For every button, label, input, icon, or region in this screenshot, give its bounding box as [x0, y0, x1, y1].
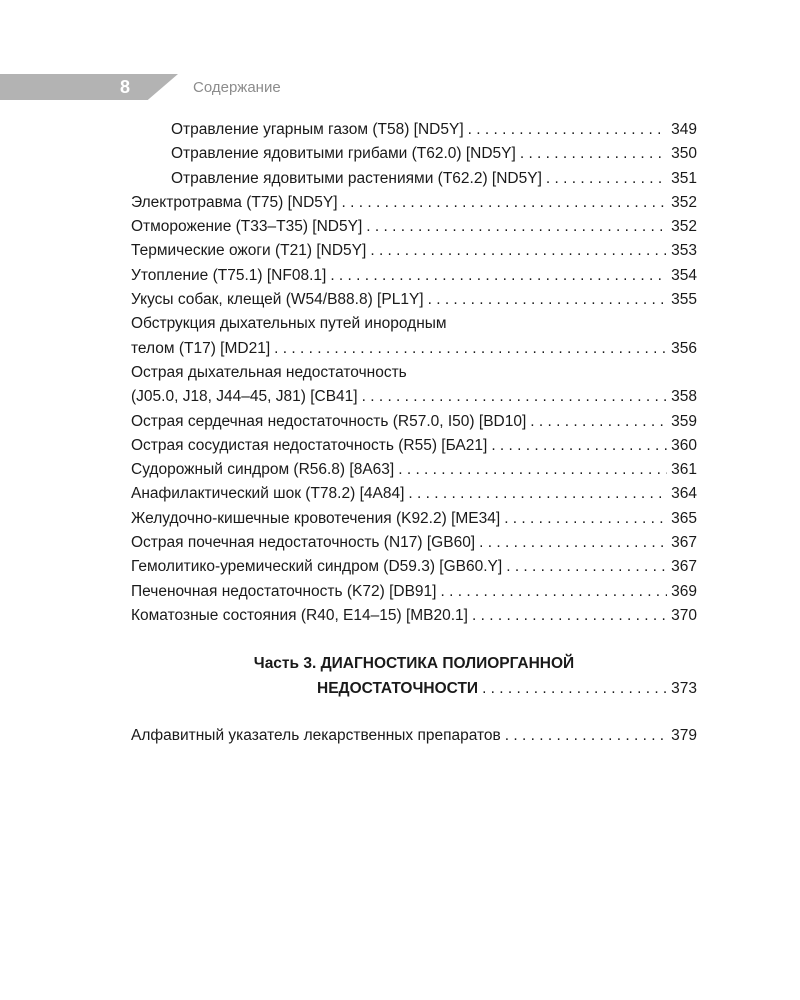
toc-entry-line — [131, 724, 697, 748]
toc-entry[interactable] — [131, 215, 697, 239]
dot-leader — [394, 458, 667, 482]
table-of-contents — [131, 118, 697, 748]
toc-entry-title: Обструкция дыхательных путей инородным — [131, 315, 447, 333]
dot-leader — [326, 264, 667, 288]
toc-entry-title: телом (T17) [MD21] — [131, 339, 271, 357]
part-title-line-2 — [131, 677, 697, 701]
toc-entry[interactable] — [131, 142, 697, 166]
dot-leader — [270, 337, 667, 361]
dot-leader — [358, 385, 667, 409]
toc-entry-line — [171, 142, 697, 166]
toc-entry-line — [131, 410, 697, 434]
header-band — [0, 74, 178, 100]
dot-leader — [436, 580, 667, 604]
toc-entry-line — [131, 288, 697, 312]
toc-entry-line — [131, 337, 697, 361]
toc-entry[interactable] — [131, 410, 697, 434]
toc-page-number: 356 — [671, 339, 697, 357]
toc-page-number: 370 — [671, 606, 697, 624]
dot-leader — [404, 482, 667, 506]
running-title: Содержание — [193, 79, 281, 96]
dot-leader — [502, 555, 667, 579]
toc-entry[interactable] — [131, 312, 697, 361]
toc-entry[interactable] — [131, 507, 697, 531]
toc-entry[interactable] — [131, 604, 697, 628]
part-title-line-1: Часть 3. ДИАГНОСТИКА ПОЛИОРГАННОЙ — [253, 655, 575, 673]
dot-leader — [475, 531, 667, 555]
toc-entry-line — [131, 458, 697, 482]
toc-entry[interactable] — [131, 264, 697, 288]
toc-page-number: 379 — [671, 726, 697, 744]
toc-entry[interactable] — [131, 167, 697, 191]
toc-entry[interactable] — [131, 191, 697, 215]
toc-page-number: 365 — [671, 509, 697, 527]
page-number: 8 — [119, 77, 130, 97]
toc-page-number: 352 — [671, 193, 697, 211]
toc-entry[interactable] — [131, 531, 697, 555]
toc-entry-line — [171, 118, 697, 142]
toc-entry-title: Отравление ядовитыми грибами (T62.0) [ND5Y] — [171, 145, 516, 163]
toc-page-number: 352 — [671, 218, 697, 236]
dot-leader — [501, 724, 667, 748]
part-title: НЕДОСТАТОЧНОСТИ — [317, 679, 479, 697]
dot-leader — [424, 288, 667, 312]
toc-entry-line — [131, 215, 697, 239]
toc-entry-line — [131, 507, 697, 531]
toc-page-number: 360 — [671, 436, 697, 454]
toc-page-number: 369 — [671, 582, 697, 600]
toc-entry-line — [131, 604, 697, 628]
toc-entry-title: Алфавитный указатель лекарственных препаратов — [131, 726, 501, 744]
dot-leader — [500, 507, 667, 531]
dot-leader — [468, 604, 667, 628]
toc-entry[interactable] — [131, 361, 697, 410]
toc-entry-title: Судорожный синдром (R56.8) [8A63] — [131, 461, 395, 479]
toc-entry-title: Отравление угарным газом (T58) [ND5Y] — [171, 121, 464, 138]
dot-leader — [542, 167, 667, 191]
toc-page-number: 367 — [671, 558, 697, 576]
toc-page-number: 350 — [671, 145, 697, 163]
toc-page-number: 367 — [671, 534, 697, 552]
toc-entry[interactable] — [131, 434, 697, 458]
toc-page-number: 351 — [671, 169, 697, 187]
toc-entry-line — [131, 385, 697, 409]
toc-entry-title: Острая сосудистая недостаточность (R55) [БА21] — [131, 436, 488, 454]
toc-entry-line — [171, 167, 697, 191]
toc-entry-line — [131, 191, 697, 215]
toc-entry-title: Укусы собак, клещей (W54/B88.8) [PL1Y] — [131, 291, 424, 309]
toc-entry-title: Гемолитико-уремический синдром (D59.3) [GB60.Y] — [131, 558, 503, 576]
dot-leader — [478, 677, 667, 701]
toc-entry-line — [131, 482, 697, 506]
dot-leader — [338, 191, 667, 215]
toc-entry[interactable] — [131, 555, 697, 579]
toc-page-number: 353 — [671, 242, 697, 260]
toc-entry-title: (J05.0, J18, J44–45, J81) [CB41] — [131, 388, 358, 406]
toc-part-heading[interactable] — [131, 652, 697, 701]
toc-entry-line — [131, 239, 697, 263]
dot-leader — [526, 410, 667, 434]
toc-entry-line — [131, 580, 697, 604]
toc-page-number: 359 — [671, 412, 697, 430]
dot-leader — [366, 239, 667, 263]
toc-entry-title: Анафилактический шок (T78.2) [4A84] — [131, 485, 405, 503]
toc-entry-title: Электротравма (T75) [ND5Y] — [131, 193, 338, 211]
toc-entry-title: Острая сердечная недостаточность (R57.0, I50) [BD10] — [131, 412, 527, 430]
toc-entry[interactable] — [131, 458, 697, 482]
toc-entry-title: Желудочно-кишечные кровотечения (K92.2) [ME34] — [131, 509, 501, 527]
toc-entry-title: Коматозные состояния (R40, E14–15) [MB20.1] — [131, 606, 468, 624]
toc-page-number: 361 — [671, 461, 697, 479]
toc-entry-title: Отморожение (T33–T35) [ND5Y] — [131, 218, 363, 236]
toc-page-number: 364 — [671, 485, 697, 503]
toc-entry-title: Отравление ядовитыми растениями (T62.2) [ND5Y] — [171, 169, 542, 187]
toc-entry[interactable] — [131, 239, 697, 263]
toc-entry[interactable] — [131, 580, 697, 604]
toc-entry-line — [131, 531, 697, 555]
toc-entry[interactable] — [131, 482, 697, 506]
dot-leader — [464, 118, 667, 142]
toc-entry-title: Острая почечная недостаточность (N17) [GB60] — [131, 534, 476, 552]
toc-page-number: 358 — [671, 388, 697, 406]
toc-entry-title: Острая дыхательная недостаточность — [131, 363, 407, 381]
toc-page-number: 354 — [671, 266, 697, 284]
toc-entry-title: Утопление (T75.1) [NF08.1] — [131, 266, 327, 284]
toc-page-number: 349 — [671, 121, 697, 138]
toc-entry[interactable] — [131, 118, 697, 142]
toc-entry-title: Термические ожоги (T21) [ND5Y] — [131, 242, 367, 260]
toc-entry-line — [131, 555, 697, 579]
toc-entry-line — [131, 264, 697, 288]
toc-entry-title: Печеночная недостаточность (K72) [DB91] — [131, 582, 437, 600]
toc-entry[interactable] — [131, 288, 697, 312]
toc-entry-line — [131, 434, 697, 458]
dot-leader — [362, 215, 667, 239]
dot-leader — [487, 434, 667, 458]
toc-index-entry[interactable] — [131, 724, 697, 748]
dot-leader — [516, 142, 667, 166]
toc-page-number: 373 — [671, 679, 697, 697]
toc-page-number: 355 — [671, 291, 697, 309]
